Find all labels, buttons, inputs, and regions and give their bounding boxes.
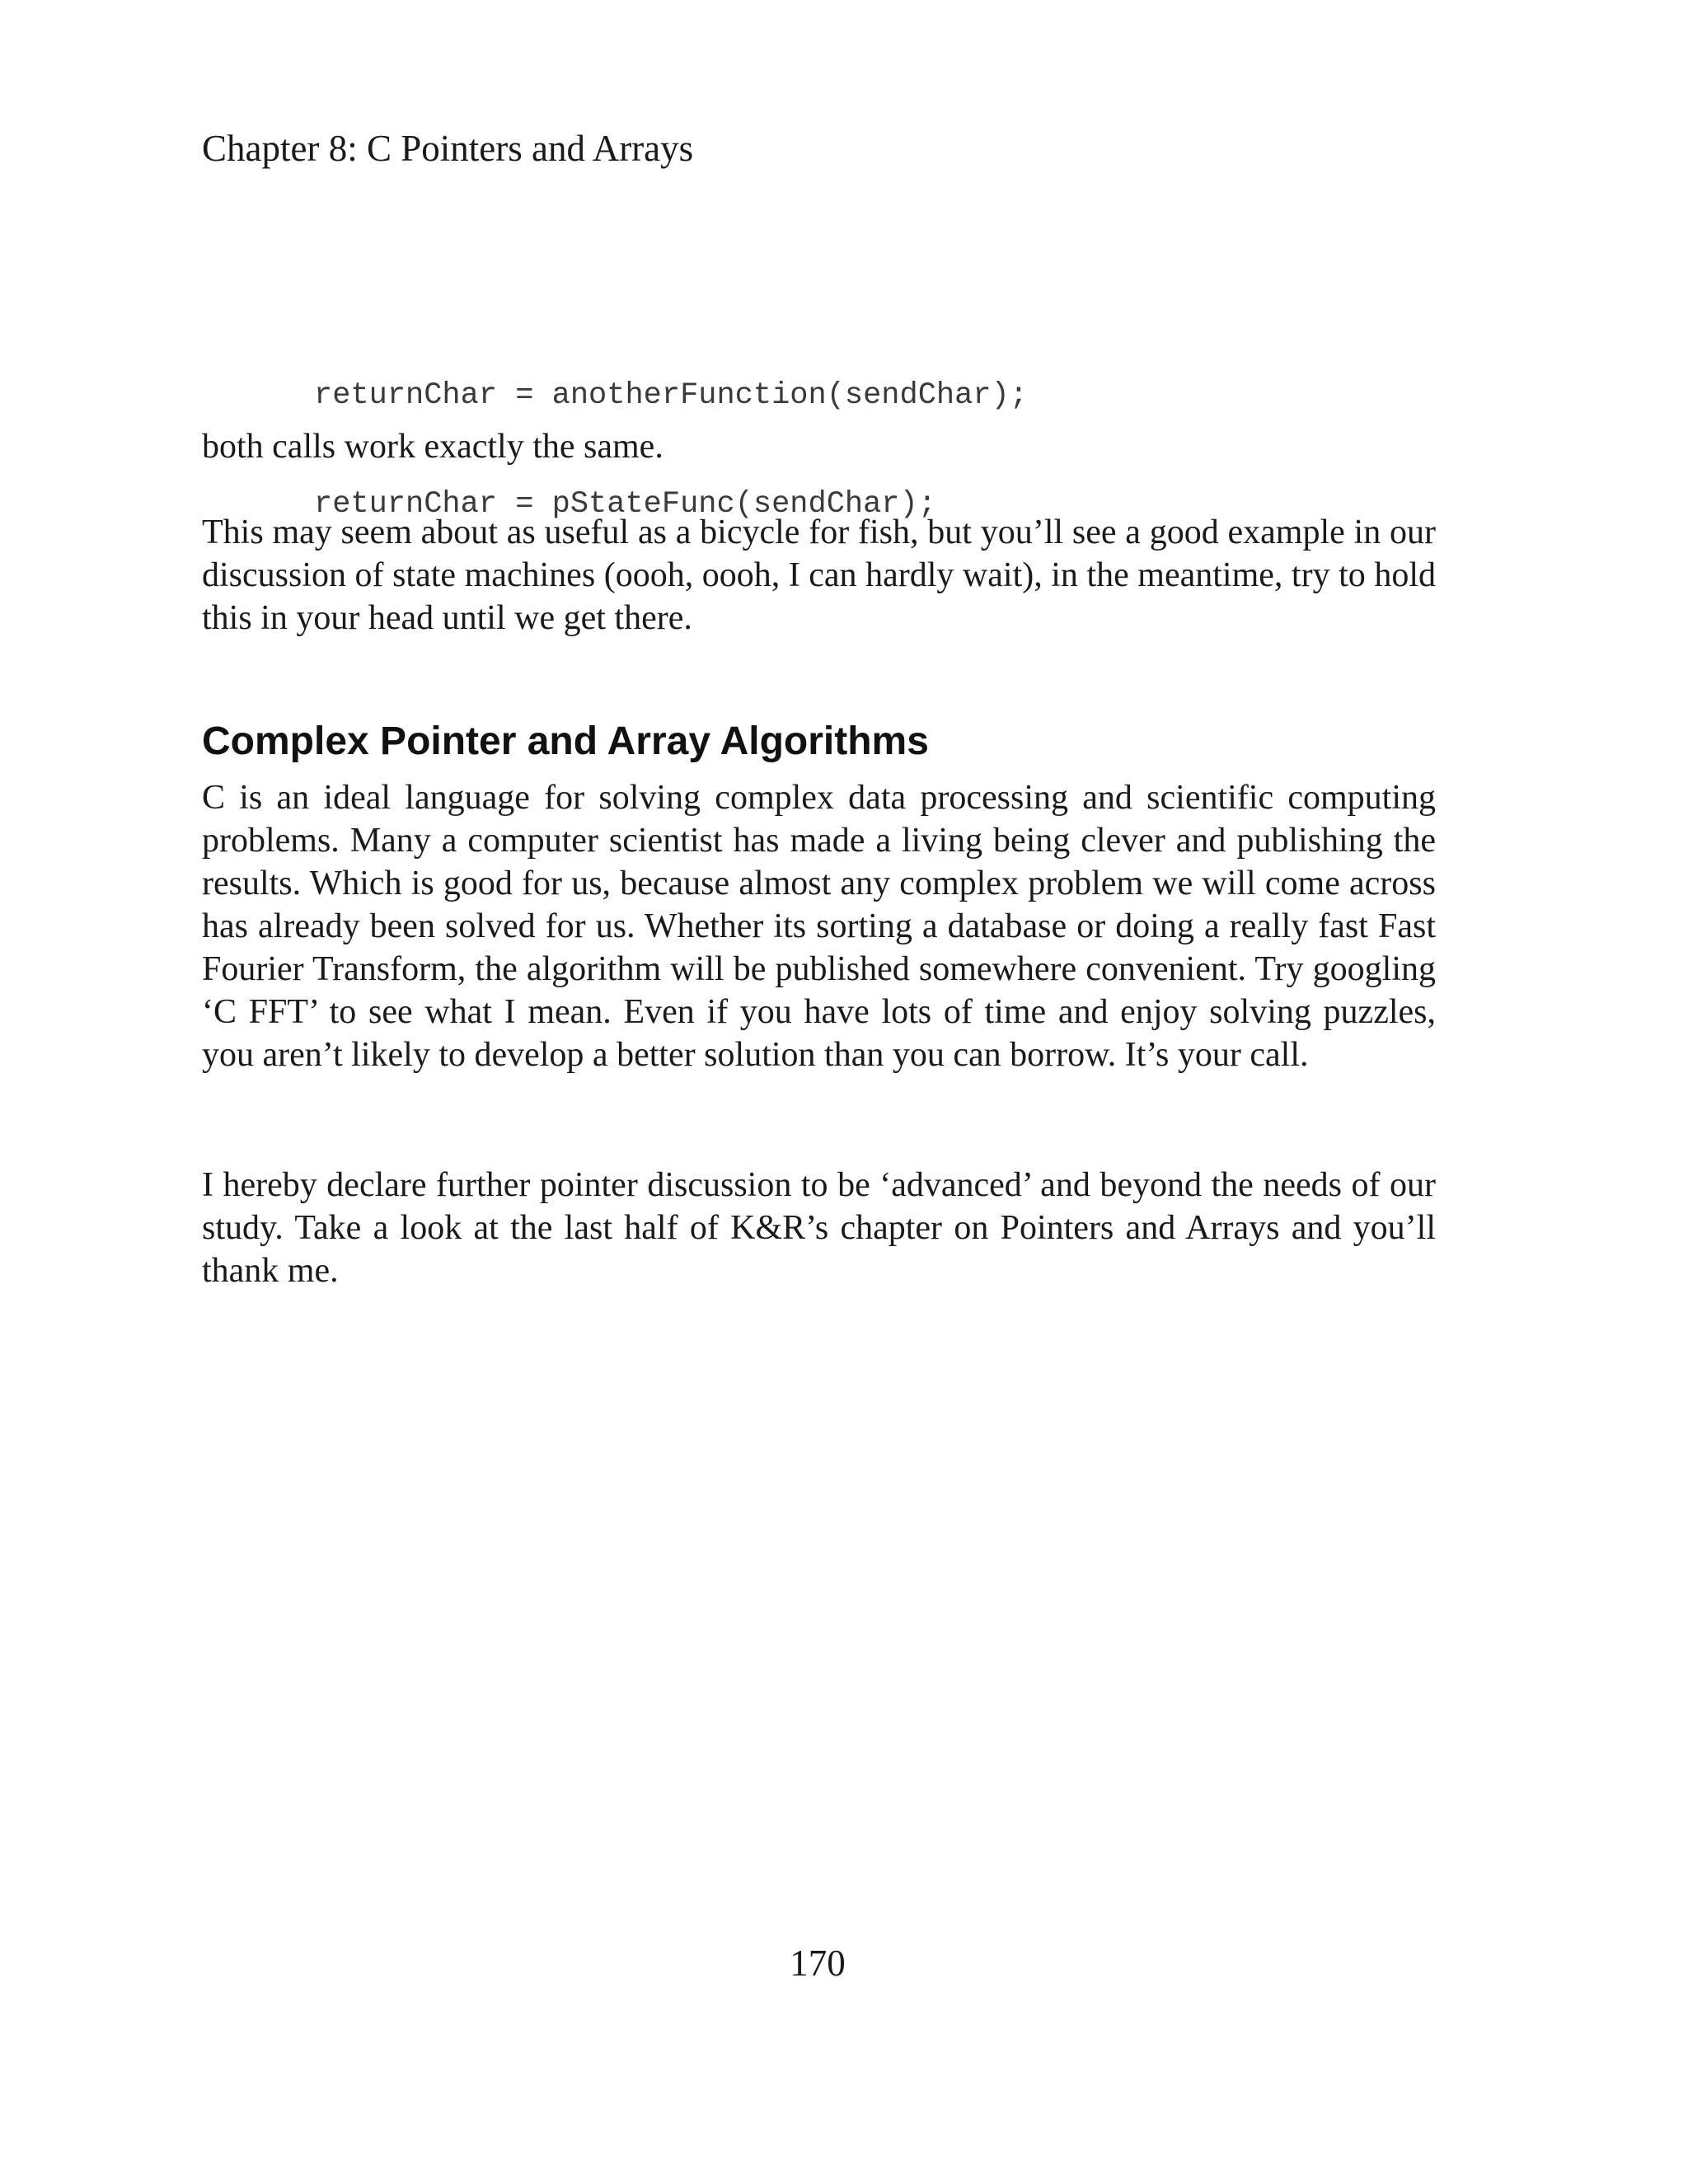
code-line-2: returnChar = pStateFunc(sendChar); xyxy=(314,487,936,522)
paragraph-advanced-pointers: I hereby declare further pointer discussion to be ‘advanced’ and beyond the needs of our study. Take a look at the last half of K&R’s chapter on Pointers and Arrays and you’ll thank me. xyxy=(202,1166,1436,1290)
running-header-title: Chapter 8: C Pointers and Arrays xyxy=(202,128,694,169)
paragraph-algorithms: C is an ideal language for solving complex data processing and scientific computing problems. Many a computer scientist has made a living being clever and publishing the results. Which is good for us, because almost any complex problem we will come across has already been solved for us. Whether its sorting a database or doing a really fast Fast Fourier Transform, the algorithm will be published somewhere convenient. Try googling ‘C FFT’ to see what I mean. Even if you have lots of time and enjoy solving puzzles, you aren’t likely to develop a better solution than you can borrow. It’s your call. xyxy=(202,779,1436,1074)
page-number: 170 xyxy=(790,1943,846,1984)
code-line-1: returnChar = anotherFunction(sendChar); xyxy=(314,378,1028,413)
paragraph-bicycle-for-fish: This may seem about as useful as a bicycle for fish, but you’ll see a good example in our discussion of state machines (oooh, oooh, I can hardly wait), in the meantime, try to hold this in your head until we get there. xyxy=(202,513,1436,637)
section-heading: Complex Pointer and Array Algorithms xyxy=(202,719,929,763)
paragraph-calls-same: both calls work exactly the same. xyxy=(202,428,663,466)
